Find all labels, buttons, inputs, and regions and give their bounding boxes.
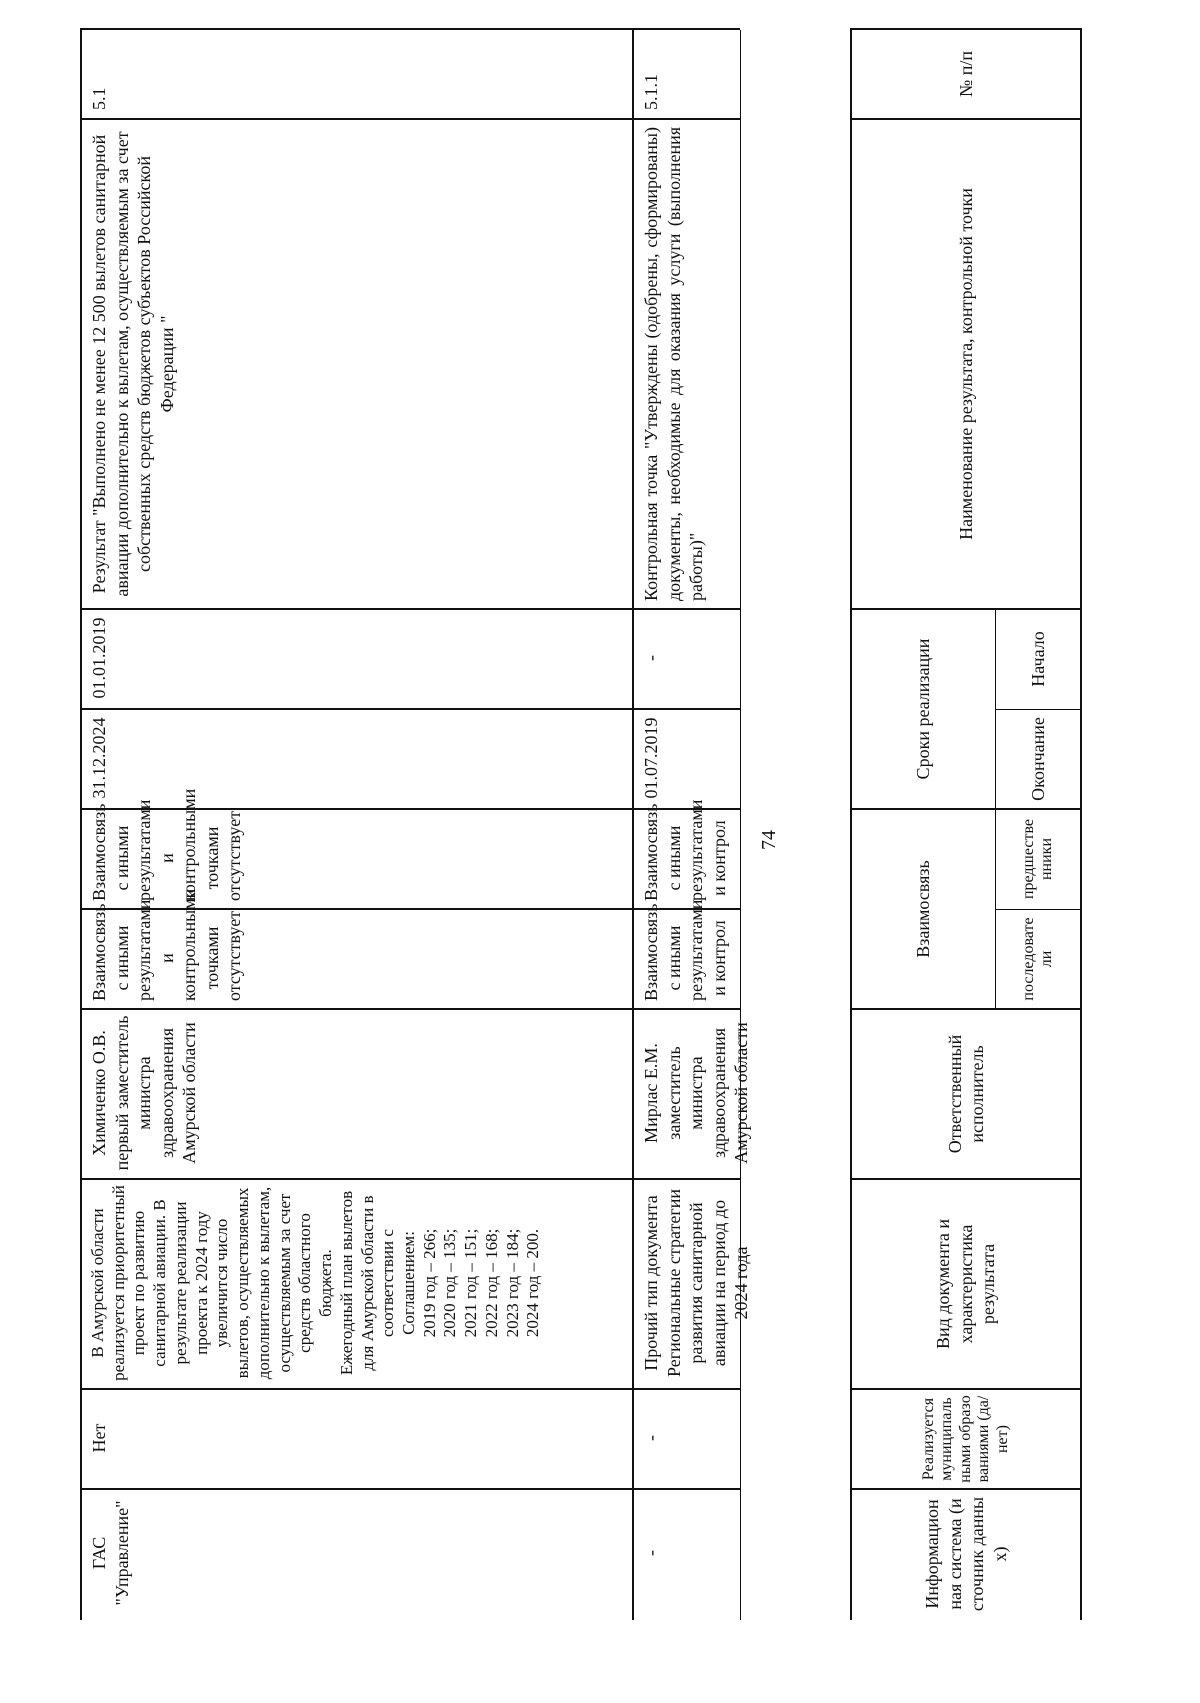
info-system: - — [641, 1550, 661, 1556]
header-start: Начало — [1027, 631, 1048, 687]
info-system: ГАС "Управление" — [89, 1500, 132, 1606]
document-description: Прочий тип документа Региональные стратегии развития санитарной авиации на период до 2024 года — [641, 1188, 751, 1378]
page-number: 74 — [758, 830, 780, 850]
header-name: Наименование результата, контрольной точки — [955, 188, 976, 540]
end-date: 31.12.2024 — [89, 717, 109, 799]
header-executor: Ответственный исполнитель — [944, 1034, 987, 1154]
result-name: Контрольная точка "Утверждены (одобрены, сформированы) документы, необходимые для оказания услуги (выполнения работы)" — [641, 127, 706, 601]
header-terms: Сроки реализации — [913, 638, 934, 780]
header-end: Окончание — [1027, 717, 1048, 801]
start-date: 01.01.2019 — [89, 617, 109, 699]
result-name: Результат "Выполнено не менее 12 500 вылетов санитарной авиации дополнительно к вылетам, осуществляемым за счет собственных средств бюджетов субъектов Российской Федерации " — [89, 131, 177, 597]
predecessors: Взаимосвязь с иными результатами и контрол — [641, 799, 729, 901]
successors: Взаимосвязь с иными результатами и контрольными точками отсутствует — [89, 888, 244, 1001]
predecessors: Взаимосвязь с иными результатами и контрольными точками отсутствует — [89, 788, 244, 901]
municipal-flag: - — [641, 1435, 661, 1441]
start-date: - — [641, 655, 661, 661]
header-relation: Взаимосвязь — [913, 860, 934, 958]
row-number: 5.1 — [89, 87, 109, 110]
rotated-page — [80, 20, 1110, 1620]
header-successors: последователи — [1019, 917, 1055, 1001]
header-predecessors: предшественники — [1019, 818, 1055, 900]
responsible-executor: Химиченко О.В. первый заместитель министра здравоохранения Амурской области — [89, 1015, 199, 1171]
municipal-flag: Нет — [89, 1423, 109, 1453]
row-number: 5.1.1 — [641, 74, 661, 110]
header-info-system: Информационная система (источник данных) — [922, 1496, 1010, 1612]
successors: Взаимосвязь с иными результатами и контрол — [641, 899, 729, 1001]
header-document: Вид документа и характеристика результата — [933, 1219, 999, 1349]
header-municipal: Реализуется муниципальными образованиями (да/нет) — [920, 1395, 1011, 1483]
end-date: 01.07.2019 — [641, 717, 661, 799]
responsible-executor: Мирлас Е.М. заместитель министра здравоохранения Амурской области — [641, 1022, 751, 1164]
header-num: № п/п — [955, 51, 976, 97]
document-description: В Амурской области реализуется приоритетный проект по развитию санитарной авиации. В результате реализации проекта к 2024 году увеличится число вылетов, осуществляемых дополнительно к вылетам, осуществляемым за счет средств областного бюджета. Ежегодный план вылетов для Амурской области в соответствии с Соглашением: 2019 год – 266; 2020 год – 135; 2021 год – 151; 2022 год – 168; 2023 год – 184; 2024 год – 200. — [88, 1185, 543, 1381]
